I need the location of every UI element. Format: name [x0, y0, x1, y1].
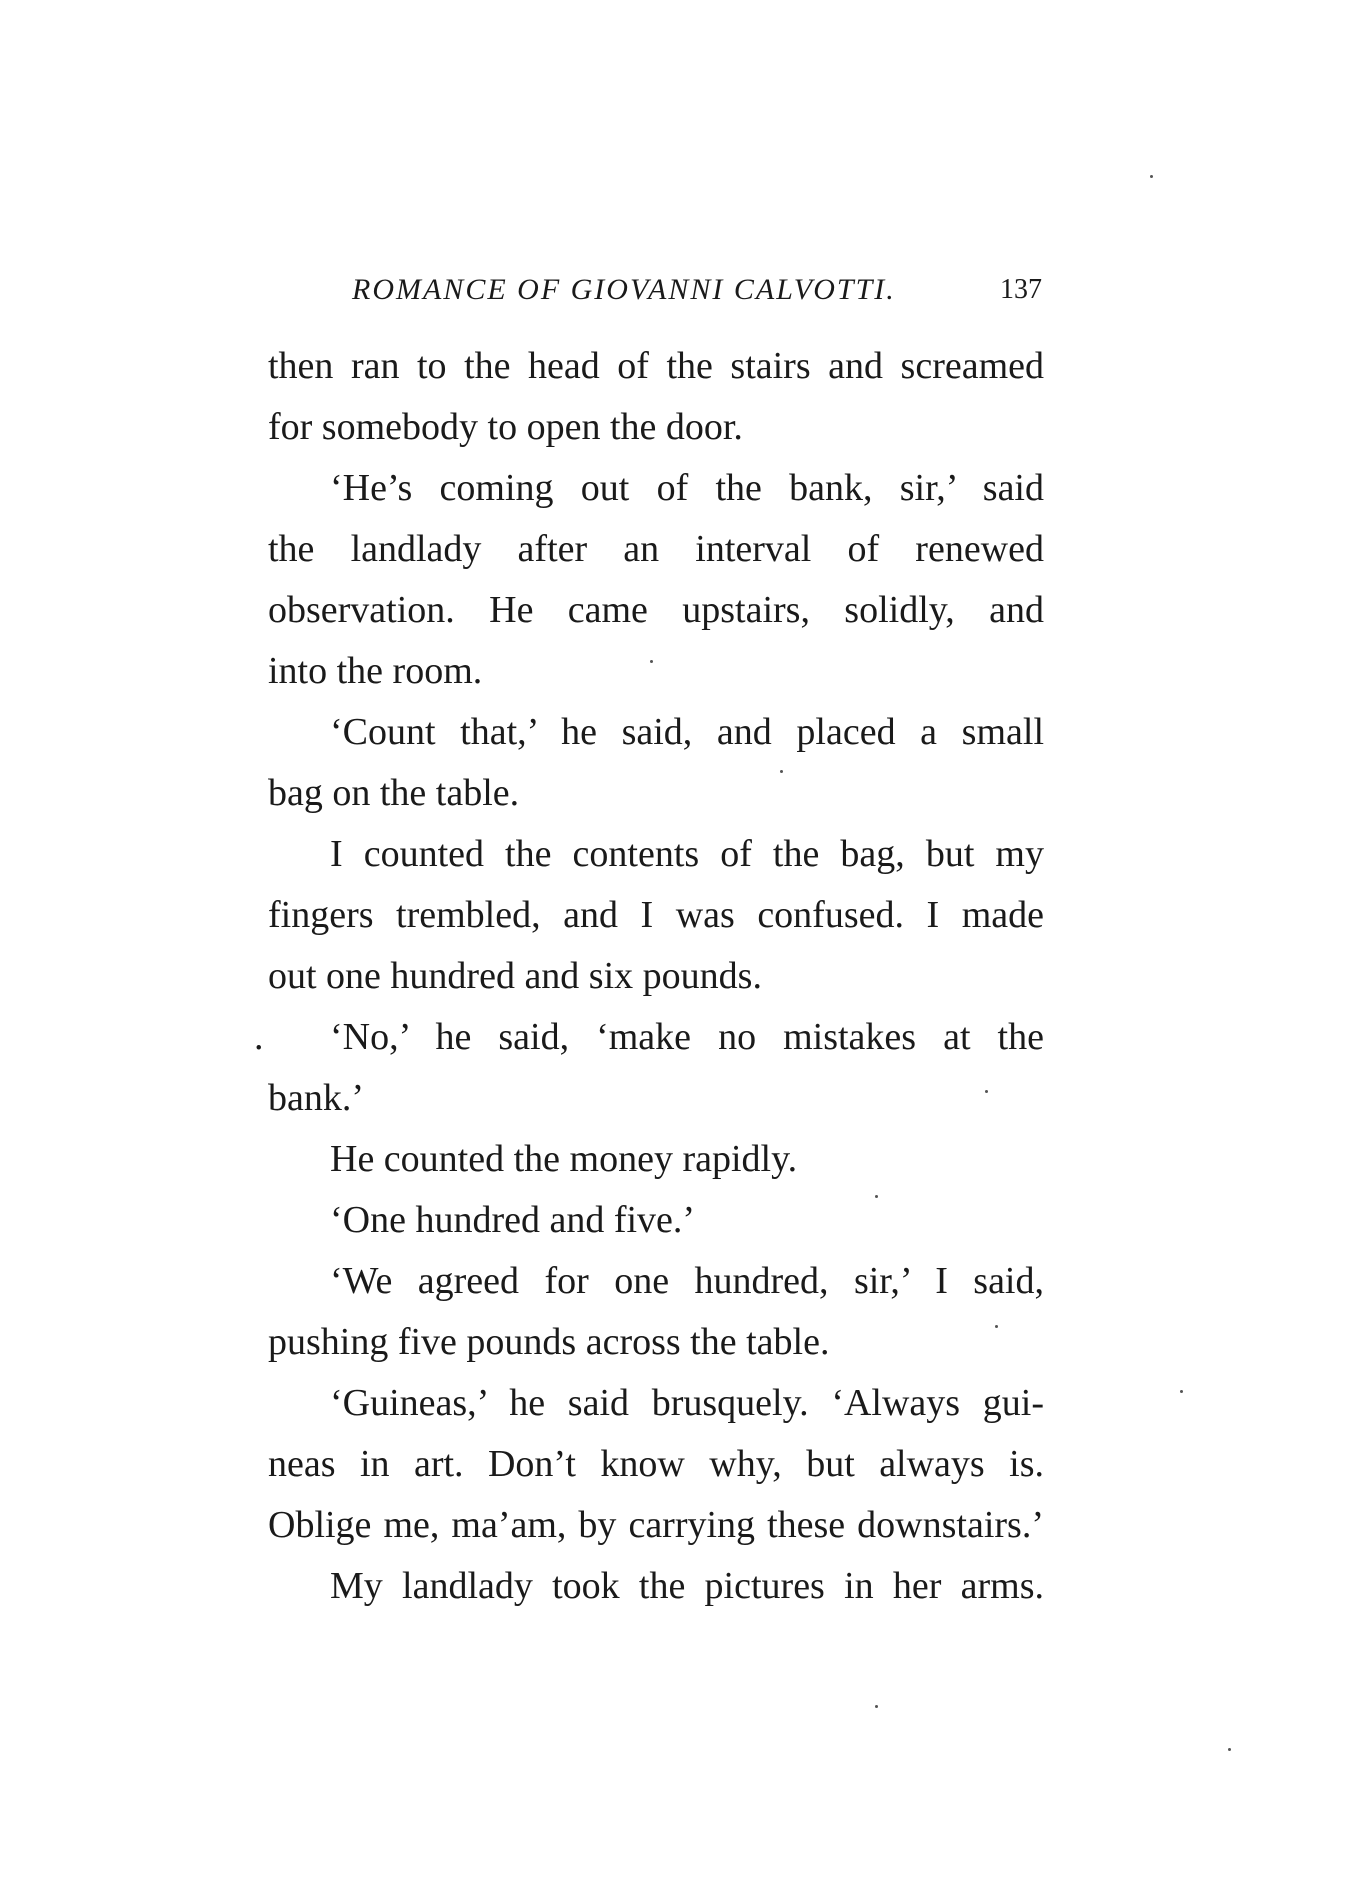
text-line: bank.’: [268, 1077, 365, 1119]
scan-speck: [1180, 1390, 1183, 1393]
scan-speck: [875, 1705, 878, 1708]
text-line: Oblige me, ma’am, by carrying these downstairs.’: [268, 1504, 1044, 1546]
text-line: neas in art. Don’t know why, but always is.: [268, 1443, 1044, 1485]
scan-speck: [1228, 1748, 1231, 1751]
text-line: My landlady took the pictures in her arms.: [330, 1565, 1044, 1607]
text-line: into the room.: [268, 650, 483, 692]
text-line: He counted the money rapidly.: [330, 1138, 798, 1180]
text-line: ‘Guineas,’ he said brusquely. ‘Always gui-: [330, 1382, 1044, 1424]
scan-speck: [995, 1325, 998, 1328]
text-line-with-margin-mark: [254, 1007, 1044, 1068]
text-line: observation. He came upstairs, solidly, and: [268, 589, 1044, 631]
text-line: ‘We agreed for one hundred, sir,’ I said,: [330, 1260, 1044, 1302]
scan-speck: [1150, 175, 1153, 178]
text-line: ‘One hundred and five.’: [330, 1199, 696, 1241]
text-line: ‘No,’ he said, ‘make no mistakes at the: [330, 1016, 1044, 1058]
text-line: ‘He’s coming out of the bank, sir,’ said: [330, 467, 1044, 509]
scan-speck: [780, 770, 783, 773]
text-line: for somebody to open the door.: [268, 406, 743, 448]
margin-mark: .: [254, 1016, 264, 1058]
scan-speck: [875, 1195, 878, 1198]
scan-speck: [650, 660, 653, 663]
page-number: 137: [1000, 274, 1042, 305]
text-line: then ran to the head of the stairs and screamed: [268, 345, 1044, 387]
text-line: bag on the table.: [268, 772, 520, 814]
running-head: [352, 268, 1042, 312]
text-line: fingers trembled, and I was confused. I made: [268, 894, 1044, 936]
text-line: the landlady after an interval of renewed: [268, 528, 1044, 570]
text-line: out one hundred and six pounds.: [268, 955, 762, 997]
text-line: pushing five pounds across the table.: [268, 1321, 830, 1363]
running-title: ROMANCE OF GIOVANNI CALVOTTI.: [352, 273, 896, 306]
text-line: ‘Count that,’ he said, and placed a small: [330, 711, 1044, 753]
body-text: [254, 336, 1044, 1617]
scan-speck: [985, 1090, 988, 1093]
text-line: I counted the contents of the bag, but my: [330, 833, 1044, 875]
